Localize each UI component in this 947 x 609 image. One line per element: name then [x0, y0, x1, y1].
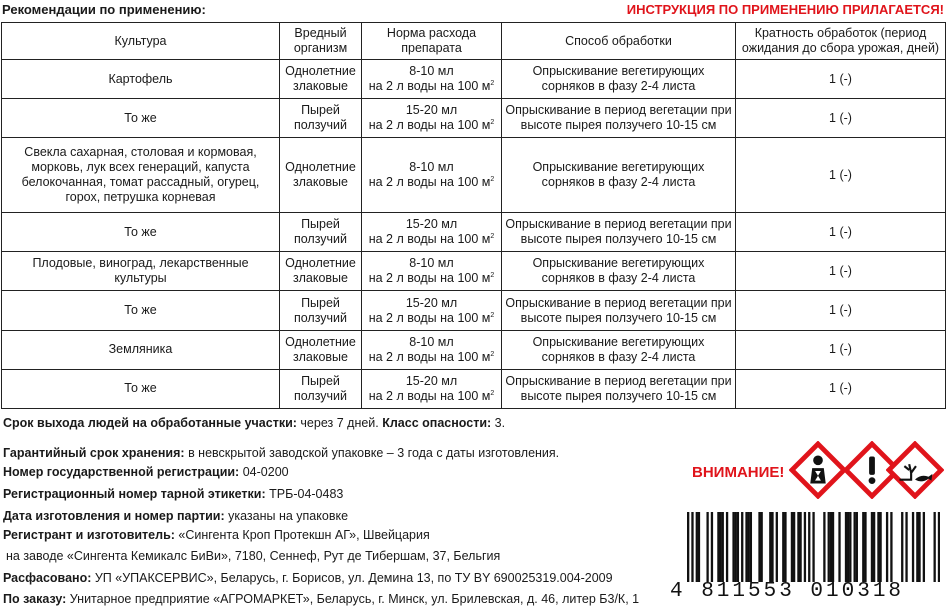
barcode-bar — [832, 512, 834, 582]
barcode-bar — [741, 512, 743, 582]
cell-pest: Пырей ползучий — [280, 213, 362, 252]
maker-value: «Сингента Кроп Протекшн АГ», Швейцария — [178, 528, 430, 542]
health-hazard-icon — [789, 441, 847, 499]
cell-rate — [362, 60, 502, 99]
cell-rate — [362, 252, 502, 291]
barcode-bar — [691, 512, 693, 582]
barcode-bar — [732, 512, 734, 582]
cell-method: Опрыскивание в период вегетации при высоте пырея ползучего 10-15 см — [502, 99, 736, 138]
barcode-bar — [877, 512, 879, 582]
pack-label: Расфасовано: — [3, 571, 92, 585]
cell-method: Опрыскивание вегетирующих сорняков в фазу 2-4 листа — [502, 138, 736, 213]
barcode-bar — [808, 512, 810, 582]
rate-water: на 2 л воды на 100 м — [368, 349, 491, 364]
rate-sup: 2 — [490, 176, 495, 184]
instruction-notice: ИНСТРУКЦИЯ ПО ПРИМЕНЕНИЮ ПРИЛАГАЕТСЯ! — [626, 2, 944, 17]
rate-amount: 8-10 мл — [409, 256, 454, 271]
registration-line — [3, 465, 289, 480]
barcode-bar — [862, 512, 864, 582]
barcode-bar — [849, 512, 851, 582]
cell-multiplicity: 1 (-) — [736, 99, 946, 138]
rate-water: на 2 л воды на 100 м — [368, 118, 491, 133]
cell-multiplicity: 1 (-) — [736, 252, 946, 291]
barcode-bar — [823, 512, 825, 582]
date-label: Дата изготовления и номер партии: — [3, 509, 225, 523]
rate-water: на 2 л воды на 100 м — [368, 271, 491, 286]
cell-crop: Свекла сахарная, столовая и кормовая, морковь, лук всех генераций, капуста белокочанная, томат рассадный, огурец, горох, петрушка корневая — [2, 138, 280, 213]
order-label: По заказу: — [3, 592, 67, 606]
cell-pest: Пырей ползучий — [280, 99, 362, 138]
reg-value: 04-0200 — [242, 465, 289, 479]
rate-amount: 15-20 мл — [405, 103, 458, 118]
rate-sup: 2 — [490, 79, 495, 87]
barcode-bar — [916, 512, 918, 582]
rate-sup: 2 — [490, 272, 495, 280]
rate-amount: 15-20 мл — [405, 295, 458, 310]
table-row — [2, 291, 946, 330]
cell-multiplicity: 1 (-) — [736, 369, 946, 408]
cell-method: Опрыскивание вегетирующих сорняков в фазу 2-4 листа — [502, 330, 736, 369]
barcode-bar — [784, 512, 786, 582]
header-method: Способ обработки — [502, 23, 736, 60]
rate-amount: 8-10 мл — [409, 334, 454, 349]
maker-label: Регистрант и изготовитель: — [3, 528, 175, 542]
barcode — [687, 512, 940, 582]
table-row — [2, 213, 946, 252]
cell-pest: Однолетние злаковые — [280, 138, 362, 213]
barcode-bar — [923, 512, 925, 582]
reentry-value: через 7 дней. — [300, 416, 379, 430]
barcode-bar — [854, 512, 856, 582]
tare-value: ТРБ-04-0483 — [269, 487, 344, 501]
barcode-bar — [830, 512, 832, 582]
barcode-bar — [771, 512, 773, 582]
barcode-bar — [758, 512, 760, 582]
barcode-bars — [687, 512, 940, 582]
cell-crop: Земляника — [2, 330, 280, 369]
barcode-bar — [934, 512, 936, 582]
barcode-bar — [737, 512, 739, 582]
shelf-value: в невскрытой заводской упаковке – 3 года с даты изготовления. — [188, 446, 560, 460]
barcode-bar — [873, 512, 875, 582]
cell-pest: Однолетние злаковые — [280, 60, 362, 99]
barcode-bar — [912, 512, 914, 582]
cell-pest: Пырей ползучий — [280, 369, 362, 408]
tare-label: Регистрационный номер тарной этикетки: — [3, 487, 266, 501]
barcode-bar — [812, 512, 814, 582]
cell-rate — [362, 291, 502, 330]
warning-label: ВНИМАНИЕ! — [692, 464, 785, 481]
barcode-bar — [748, 512, 750, 582]
barcode-bar — [776, 512, 778, 582]
barcode-bar — [698, 512, 700, 582]
cell-method: Опрыскивание в период вегетации при высоте пырея ползучего 10-15 см — [502, 291, 736, 330]
barcode-bar — [886, 512, 888, 582]
barcode-bar — [901, 512, 903, 582]
barcode-bar — [804, 512, 806, 582]
barcode-bar — [918, 512, 920, 582]
table-row — [2, 369, 946, 408]
barcode-bar — [847, 512, 849, 582]
barcode-bar — [722, 512, 724, 582]
barcode-bar — [838, 512, 840, 582]
rate-sup: 2 — [490, 389, 495, 397]
barcode-bar — [719, 512, 721, 582]
order-value: Унитарное предприятие «АГРОМАРКЕТ», Беларусь, г. Минск, ул. Брилевская, д. 46, литер Б3/К, 1 — [69, 592, 640, 606]
cell-rate — [362, 99, 502, 138]
cell-crop: То же — [2, 213, 280, 252]
barcode-digits: 4 811553 010318 — [670, 580, 905, 603]
barcode-bar — [726, 512, 728, 582]
cell-crop: Картофель — [2, 60, 280, 99]
barcode-bar — [845, 512, 847, 582]
rate-sup: 2 — [490, 350, 495, 358]
cell-multiplicity: 1 (-) — [736, 60, 946, 99]
header-rate: Норма расхода препарата — [362, 23, 502, 60]
barcode-bar — [797, 512, 799, 582]
table-row — [2, 330, 946, 369]
rate-sup: 2 — [490, 233, 495, 241]
cell-pest: Пырей ползучий — [280, 291, 362, 330]
barcode-bar — [793, 512, 795, 582]
header-multiplicity: Кратность обработок (период ожидания до сбора урожая, дней) — [736, 23, 946, 60]
cell-rate — [362, 369, 502, 408]
cell-crop: То же — [2, 369, 280, 408]
hazard-label: Класс опасности: — [382, 416, 492, 430]
rate-water: на 2 л воды на 100 м — [368, 310, 491, 325]
reg-label: Номер государственной регистрации: — [3, 465, 240, 479]
barcode-bar — [782, 512, 784, 582]
cell-rate — [362, 213, 502, 252]
cell-method: Опрыскивание в период вегетации при высоте пырея ползучего 10-15 см — [502, 213, 736, 252]
barcode-bar — [871, 512, 873, 582]
barcode-bar — [905, 512, 907, 582]
cell-rate — [362, 330, 502, 369]
cell-rate — [362, 138, 502, 213]
cell-crop: Плодовые, виноград, лекарственные культуры — [2, 252, 280, 291]
plant-line — [6, 549, 500, 564]
cell-multiplicity: 1 (-) — [736, 330, 946, 369]
barcode-bar — [706, 512, 708, 582]
barcode-bar — [717, 512, 719, 582]
barcode-bar — [938, 512, 940, 582]
barcode-bar — [799, 512, 801, 582]
cell-multiplicity: 1 (-) — [736, 213, 946, 252]
table-header-row — [2, 23, 946, 60]
pack-line — [3, 571, 613, 586]
reentry-line — [3, 416, 505, 431]
barcode-bar — [687, 512, 689, 582]
cell-method: Опрыскивание в период вегетации при высоте пырея ползучего 10-15 см — [502, 369, 736, 408]
order-line — [3, 592, 639, 607]
table-row — [2, 252, 946, 291]
maker-line — [3, 528, 430, 543]
barcode-bar — [735, 512, 737, 582]
barcode-bar — [769, 512, 771, 582]
barcode-bar — [791, 512, 793, 582]
barcode-bar — [890, 512, 892, 582]
rate-sup: 2 — [490, 311, 495, 319]
barcode-bar — [750, 512, 752, 582]
date-line — [3, 509, 348, 524]
barcode-bar — [864, 512, 866, 582]
shelf-line — [3, 446, 559, 461]
rate-amount: 8-10 мл — [409, 64, 454, 79]
table-row — [2, 99, 946, 138]
reentry-label: Срок выхода людей на обработанные участки: — [3, 416, 297, 430]
tare-line — [3, 487, 343, 502]
page-title: Рекомендации по применению: — [2, 2, 206, 17]
hazard-value: 3. — [494, 416, 506, 430]
shelf-label: Гарантийный срок хранения: — [3, 446, 185, 460]
barcode-bar — [761, 512, 763, 582]
rate-water: на 2 л воды на 100 м — [368, 175, 491, 190]
barcode-bar — [711, 512, 713, 582]
cell-pest: Однолетние злаковые — [280, 330, 362, 369]
rate-amount: 15-20 мл — [405, 373, 458, 388]
date-value: указаны на упаковке — [228, 509, 349, 523]
plant-value: на заводе «Сингента Кемикалс БиВи», 7180, Сеннеф, Рут де Тибершам, 37, Бельгия — [6, 549, 501, 563]
environment-icon — [886, 441, 944, 499]
cell-multiplicity: 1 (-) — [736, 291, 946, 330]
header-pest: Вредный организм — [280, 23, 362, 60]
barcode-bar — [856, 512, 858, 582]
cell-crop: То же — [2, 291, 280, 330]
cell-method: Опрыскивание вегетирующих сорняков в фазу 2-4 листа — [502, 252, 736, 291]
table-row — [2, 138, 946, 213]
cell-pest: Однолетние злаковые — [280, 252, 362, 291]
recommendations-table — [1, 22, 946, 409]
rate-amount: 15-20 мл — [405, 217, 458, 232]
cell-crop: То же — [2, 99, 280, 138]
cell-multiplicity: 1 (-) — [736, 138, 946, 213]
barcode-bar — [745, 512, 747, 582]
header-crop: Культура — [2, 23, 280, 60]
table-row — [2, 60, 946, 99]
rate-amount: 8-10 мл — [409, 160, 454, 175]
rate-water: на 2 л воды на 100 м — [368, 388, 491, 403]
pack-value: УП «УПАКСЕРВИС», Беларусь, г. Борисов, ул. Демина 13, по ТУ BY 690025319.004-2009 — [94, 571, 613, 585]
rate-water: на 2 л воды на 100 м — [368, 79, 491, 94]
barcode-bar — [879, 512, 881, 582]
barcode-bar — [828, 512, 830, 582]
rate-water: на 2 л воды на 100 м — [368, 232, 491, 247]
cell-method: Опрыскивание вегетирующих сорняков в фазу 2-4 листа — [502, 60, 736, 99]
rate-sup: 2 — [490, 119, 495, 127]
barcode-bar — [696, 512, 698, 582]
